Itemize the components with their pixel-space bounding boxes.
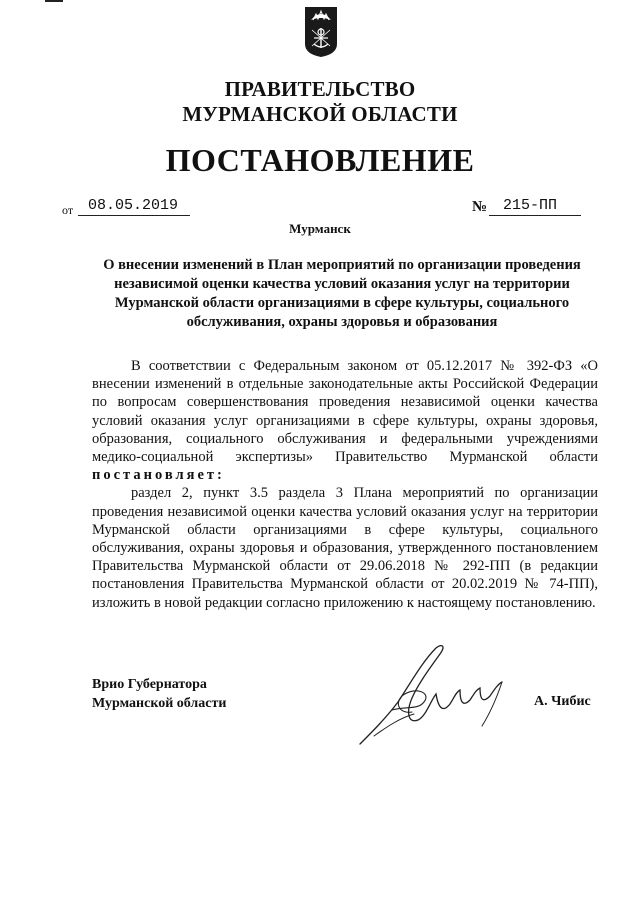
scan-corner-mark [45,0,63,2]
date-prefix-label: от [62,203,74,217]
document-date: 08.05.2019 [78,197,190,216]
handwritten-signature [352,640,508,750]
signatory-position-line2: Мурманской области [92,696,227,711]
preamble-paragraph [92,357,598,484]
signatory-position [92,675,226,713]
document-number: 215-ПП [489,197,581,216]
city-name: Мурманск [289,221,351,236]
number-label: № [472,199,488,215]
document-type-title: ПОСТАНОВЛЕНИЕ [165,142,475,178]
decree-word: постановляет: [92,467,225,484]
government-title-line1: ПРАВИТЕЛЬСТВО [224,77,416,101]
signatory-name: А. Чибис [534,694,591,709]
document-heading: О внесении изменений в План мероприятий по организации проведения независимой оценки качества условий оказания услуг на территории Мурманской области организациями в сфере культуры, социального обслуживания, охраны здоровья и образования [103,257,581,330]
document-body [92,357,598,612]
coat-of-arms-icon [304,6,338,58]
government-title-line2: МУРМАНСКОЙ ОБЛАСТИ [182,102,458,126]
preamble-text: В соответствии с Федеральным законом от 05.12.2017 № 392-ФЗ «О внесении изменений в отдельные законодательные акты Российской Федерации по вопросам совершенствования проведения независимой оценки качества условий оказания услуг организациями в сфере культуры, охраны здоровья, образования, социального обслуживания и федеральными учреждениями медико-социальной экспертизы» Правительство Мурманской области [92,358,598,466]
operative-paragraph: раздел 2, пункт 3.5 раздела 3 Плана мероприятий по организации проведения независимой оценки качества условий оказания услуг на территории Мурманской области организациями в сфере культуры, социального обслуживания, охраны здоровья и образования, утвержденного постановлением Правительства Мурманской области от 29.06.2018 № 292-ПП (в редакции постановления Правительства Мурманской области от 20.02.2019 № 74-ПП), изложить в новой редакции согласно приложению к настоящему постановлению. [92,485,598,611]
signatory-position-line1: Врио Губернатора [92,677,207,692]
